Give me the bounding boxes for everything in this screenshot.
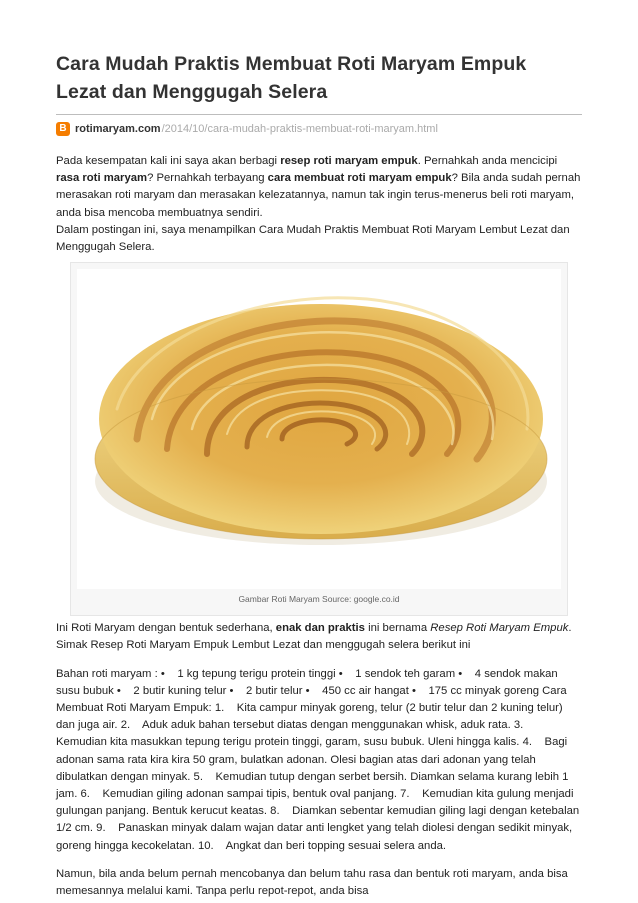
after-italic-1: Resep Roti Maryam Empuk <box>430 622 569 635</box>
page-title: Cara Mudah Praktis Membuat Roti Maryam Empuk Lezat dan Menggugah Selera <box>56 53 527 103</box>
source-path-link[interactable]: /2014/10/cara-mudah-praktis-membuat-roti-maryam.html <box>161 123 438 135</box>
intro-text-1: Pada kesempatan kali ini saya akan berbagi <box>56 155 281 167</box>
after-bold-1: enak dan praktis <box>275 622 365 635</box>
after-text-3: . Simak Resep Roti Maryam Empuk Lembut Lezat dan menggugah selera berikut ini <box>56 622 572 652</box>
figure-caption: Gambar Roti Maryam Source: google.co.id <box>238 594 400 605</box>
figure <box>70 262 568 616</box>
intro-paragraph <box>56 153 582 256</box>
intro-bold-2: rasa roti maryam <box>56 172 148 185</box>
closing-paragraph: Namun, bila anda belum pernah mencobanya dan belum tahu rasa dan bentuk roti maryam, anda bisa memesannya melalui kami. Tanpa perlu repot-repot, anda bisa <box>56 867 568 898</box>
title-divider <box>56 114 582 115</box>
after-image-paragraph <box>56 620 582 654</box>
intro-text-2: . Pernahkah anda mencicipi <box>417 155 558 167</box>
intro-text-4: ? Bila anda sudah pernah merasakan roti maryam dan merasakan kelezatannya, namun tak ingin terus-menerus beli roti maryam, anda bisa mencoba membuatnya sendiri. <box>56 172 581 219</box>
after-text-2: ini bernama <box>364 622 431 635</box>
intro-bold-3: cara membuat roti maryam empuk <box>267 172 452 185</box>
after-text-1: Ini Roti Maryam dengan bentuk sederhana, <box>56 622 276 635</box>
roti-maryam-illustration <box>77 269 561 589</box>
intro-text-5: Dalam postingan ini, saya menampilkan Cara Mudah Praktis Membuat Roti Maryam Lembut Lezat dan Menggugah Selera. <box>56 223 570 254</box>
intro-bold-1: resep roti maryam empuk <box>280 155 418 167</box>
source-line <box>56 121 582 137</box>
recipe-paragraph: Bahan roti maryam : • 1 kg tepung terigu protein tinggi • 1 sendok teh garam • 4 sendok makan susu bubuk • 2 butir kuning telur • 2 butir telur • 450 cc air hangat • 175 cc minyak goreng Cara Membuat Roti Maryam Empuk: 1. Kita campur minyak goreng, telur (2 butir telur dan 2 kuning telur) dan juga air. 2. Aduk aduk bahan tersebut diatas dengan menggunakan whisk, aduk rata. 3. Kemudian kita masukkan tepung terigu protein tinggi, garam, susu bubuk. Uleni hingga kalis. 4. Bagi adonan sama rata kira kira 50 gram, bulatkan adonan. Olesi bagian atas dari adonan yang telah dibulatkan dengan minyak. 5. Kemudian tutup dengan serbet bersih. Diamkan selama kurang lebih 1 jam. 6. Kemudian giling adonan sampai tipis, bentuk oval panjang. 7. Kemudian kita gulung menjadi gulungan panjang. Bentuk kerucut keatas. 8. Diamkan sebentar kemudian giling lagi dengan ketebalan 1/2 cm. 9. Panaskan minyak dalam wajan datar anti lengket yang telah diolesi dengan sedikit minyak, goreng hingga kecokelatan. 10. Angkat dan beri topping sesuai selera anda. <box>56 667 583 852</box>
blogger-icon: B <box>56 122 70 136</box>
source-domain-link[interactable]: rotimaryam.com <box>75 123 161 135</box>
intro-text-3: ? Pernahkah terbayang <box>147 172 268 185</box>
roti-maryam-photo <box>77 269 561 589</box>
